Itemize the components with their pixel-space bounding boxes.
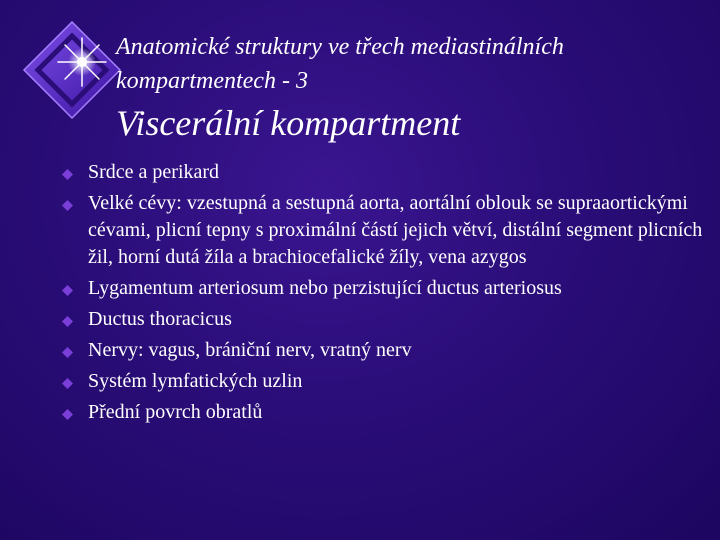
bullet-text: Srdce a perikard: [88, 161, 220, 183]
bullet-item: [60, 275, 710, 302]
bullet-item: [60, 306, 710, 333]
diamond-bullet-icon: [62, 378, 73, 389]
bullet-item: [60, 159, 710, 186]
bullet-text: Přední povrch obratlů: [88, 401, 263, 423]
bullet-item: [60, 337, 710, 364]
bullet-text: Nervy: vagus, brániční nerv, vratný nerv: [88, 339, 412, 361]
bullet-text: Lygamentum arteriosum nebo perzistující ductus arteriosus: [88, 277, 562, 299]
subtitle-line-1: Anatomické struktury ve třech mediastinálních: [116, 34, 564, 60]
diamond-bullet-icon: [62, 285, 73, 296]
diamond-bullet-icon: [62, 316, 73, 327]
bullet-item: [60, 190, 710, 271]
bullet-list: [60, 159, 710, 430]
diamond-bullet-icon: [62, 169, 73, 180]
bullet-text: Ductus thoracicus: [88, 308, 232, 330]
slide-subtitle: [116, 30, 706, 98]
diamond-bullet-icon: [62, 347, 73, 358]
bullet-text: Systém lymfatických uzlin: [88, 370, 303, 392]
diamond-bullet-icon: [62, 200, 73, 211]
slide-title: Viscerální kompartment: [116, 103, 461, 143]
subtitle-line-2: kompartmentech - 3: [116, 68, 308, 94]
bullet-item: [60, 368, 710, 395]
bullet-text: Velké cévy: vzestupná a sestupná aorta, aortální oblouk se supraaortickými cévami, plicní tepny s proximální částí jejich větví, distální segment plicních žil, horní dutá žíla a brachiocefalické žíly, vena azygos: [88, 192, 703, 268]
bullet-item: [60, 399, 710, 426]
diamond-bullet-icon: [62, 409, 73, 420]
